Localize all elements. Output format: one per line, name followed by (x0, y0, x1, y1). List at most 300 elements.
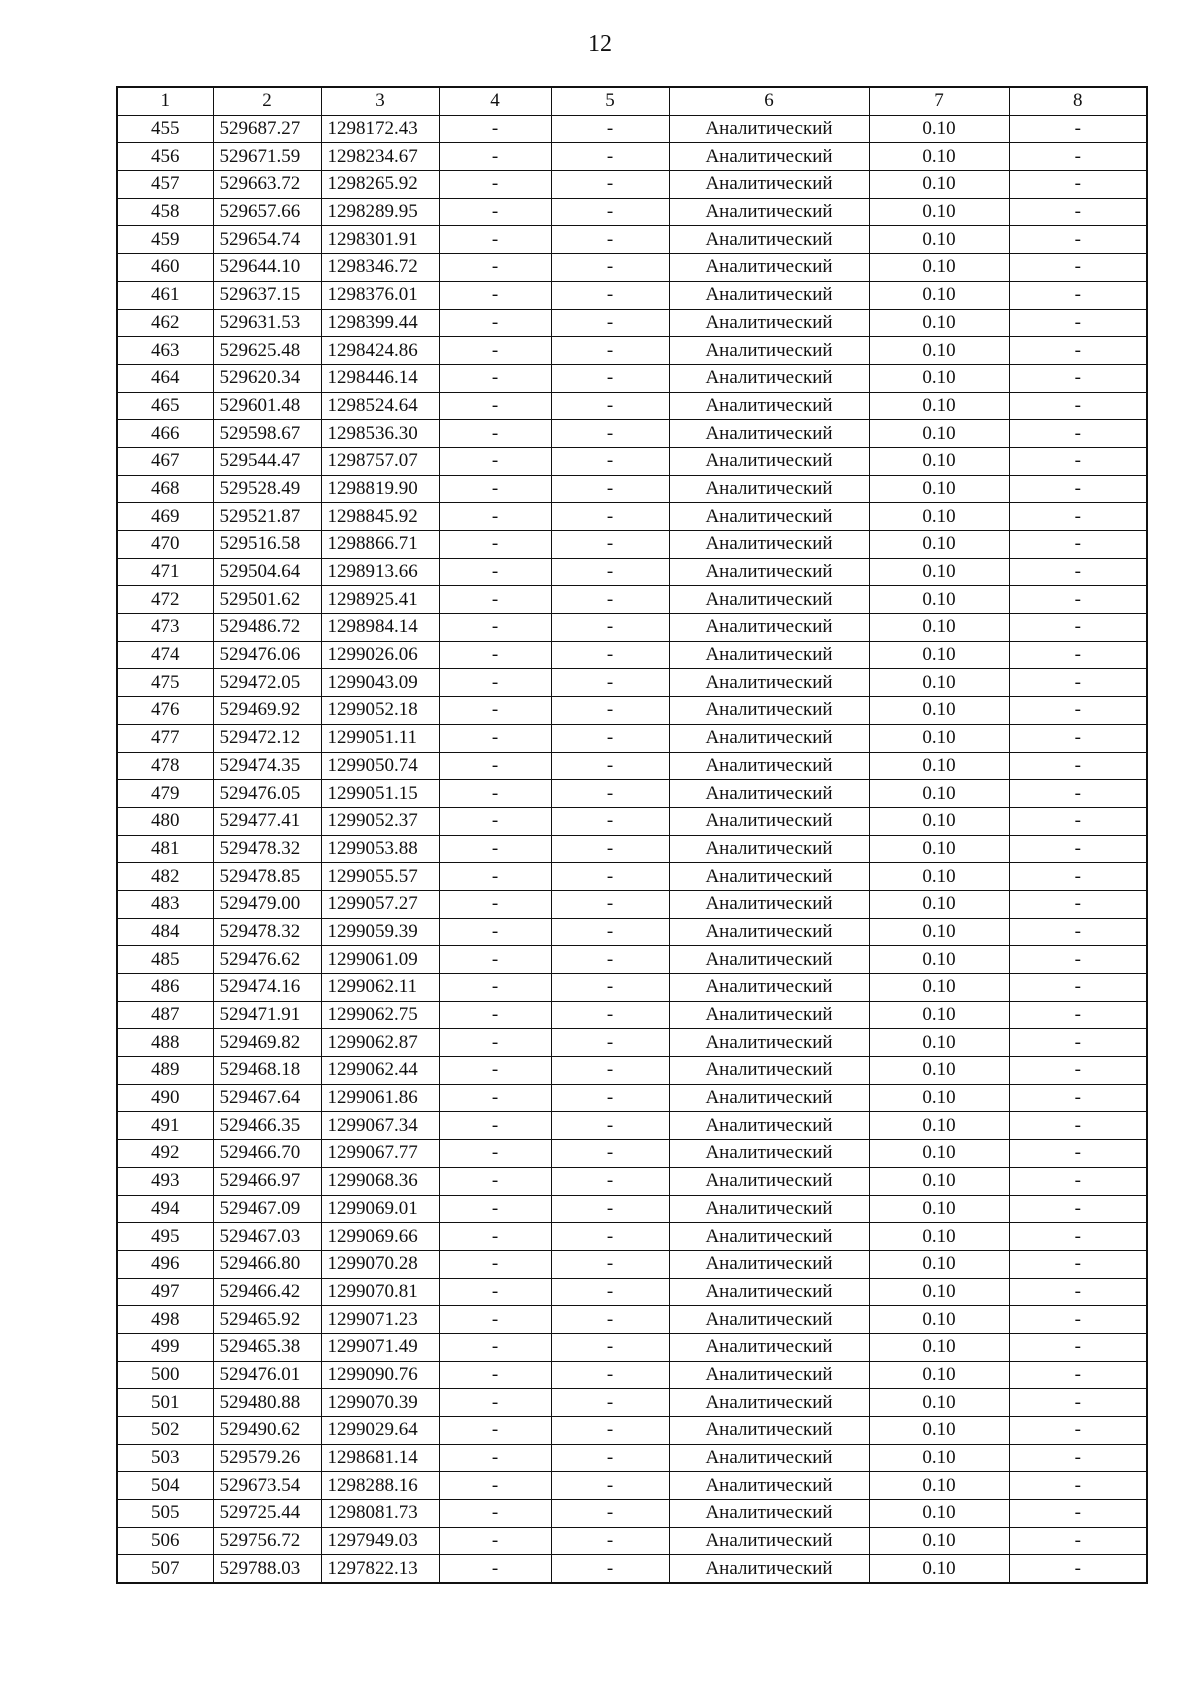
table-row (117, 531, 1147, 559)
point-number-cell: 486 (117, 974, 213, 1002)
column-5-cell: - (551, 281, 669, 309)
accuracy-cell: 0.10 (869, 558, 1009, 586)
table-row (117, 1306, 1147, 1334)
method-cell: Аналитический (669, 1472, 869, 1500)
column-5-cell: - (551, 1444, 669, 1472)
point-number-cell: 488 (117, 1029, 213, 1057)
table-row (117, 1112, 1147, 1140)
column-header-2: 2 (213, 87, 321, 115)
column-5-cell: - (551, 1500, 669, 1528)
method-cell: Аналитический (669, 1417, 869, 1445)
column-4-cell: - (439, 1250, 551, 1278)
method-cell: Аналитический (669, 1527, 869, 1555)
column-4-cell: - (439, 890, 551, 918)
method-cell: Аналитический (669, 198, 869, 226)
column-4-cell: - (439, 780, 551, 808)
y-coordinate-cell: 1299090.76 (321, 1361, 439, 1389)
column-4-cell: - (439, 420, 551, 448)
column-4-cell: - (439, 1140, 551, 1168)
table-row (117, 1001, 1147, 1029)
point-number-cell: 457 (117, 171, 213, 199)
method-cell: Аналитический (669, 115, 869, 143)
x-coordinate-cell: 529601.48 (213, 392, 321, 420)
point-number-cell: 456 (117, 143, 213, 171)
method-cell: Аналитический (669, 724, 869, 752)
column-8-cell: - (1009, 1389, 1147, 1417)
column-4-cell: - (439, 281, 551, 309)
column-4-cell: - (439, 171, 551, 199)
y-coordinate-cell: 1299053.88 (321, 835, 439, 863)
column-4-cell: - (439, 531, 551, 559)
x-coordinate-cell: 529476.62 (213, 946, 321, 974)
method-cell: Аналитический (669, 641, 869, 669)
column-5-cell: - (551, 171, 669, 199)
method-cell: Аналитический (669, 614, 869, 642)
method-cell: Аналитический (669, 1444, 869, 1472)
column-5-cell: - (551, 226, 669, 254)
point-number-cell: 466 (117, 420, 213, 448)
column-5-cell: - (551, 780, 669, 808)
accuracy-cell: 0.10 (869, 1417, 1009, 1445)
x-coordinate-cell: 529469.92 (213, 697, 321, 725)
point-number-cell: 468 (117, 475, 213, 503)
point-number-cell: 470 (117, 531, 213, 559)
point-number-cell: 458 (117, 198, 213, 226)
column-8-cell: - (1009, 752, 1147, 780)
column-8-cell: - (1009, 171, 1147, 199)
y-coordinate-cell: 1298399.44 (321, 309, 439, 337)
accuracy-cell: 0.10 (869, 1361, 1009, 1389)
accuracy-cell: 0.10 (869, 1472, 1009, 1500)
x-coordinate-cell: 529528.49 (213, 475, 321, 503)
method-cell: Аналитический (669, 254, 869, 282)
point-number-cell: 494 (117, 1195, 213, 1223)
x-coordinate-cell: 529657.66 (213, 198, 321, 226)
column-5-cell: - (551, 1057, 669, 1085)
x-coordinate-cell: 529478.32 (213, 835, 321, 863)
column-header-1: 1 (117, 87, 213, 115)
accuracy-cell: 0.10 (869, 807, 1009, 835)
column-4-cell: - (439, 1389, 551, 1417)
column-8-cell: - (1009, 1306, 1147, 1334)
column-5-cell: - (551, 1417, 669, 1445)
method-cell: Аналитический (669, 143, 869, 171)
y-coordinate-cell: 1299069.66 (321, 1223, 439, 1251)
table-row (117, 946, 1147, 974)
column-4-cell: - (439, 752, 551, 780)
accuracy-cell: 0.10 (869, 697, 1009, 725)
x-coordinate-cell: 529469.82 (213, 1029, 321, 1057)
y-coordinate-cell: 1298925.41 (321, 586, 439, 614)
point-number-cell: 505 (117, 1500, 213, 1528)
point-number-cell: 503 (117, 1444, 213, 1472)
x-coordinate-cell: 529501.62 (213, 586, 321, 614)
point-number-cell: 500 (117, 1361, 213, 1389)
method-cell: Аналитический (669, 1195, 869, 1223)
point-number-cell: 465 (117, 392, 213, 420)
column-5-cell: - (551, 1472, 669, 1500)
point-number-cell: 481 (117, 835, 213, 863)
method-cell: Аналитический (669, 697, 869, 725)
x-coordinate-cell: 529479.00 (213, 890, 321, 918)
column-4-cell: - (439, 558, 551, 586)
y-coordinate-cell: 1298234.67 (321, 143, 439, 171)
table-row (117, 1527, 1147, 1555)
accuracy-cell: 0.10 (869, 226, 1009, 254)
x-coordinate-cell: 529474.16 (213, 974, 321, 1002)
column-5-cell: - (551, 1223, 669, 1251)
point-number-cell: 480 (117, 807, 213, 835)
x-coordinate-cell: 529466.97 (213, 1167, 321, 1195)
column-4-cell: - (439, 309, 551, 337)
column-5-cell: - (551, 807, 669, 835)
table-row (117, 392, 1147, 420)
method-cell: Аналитический (669, 558, 869, 586)
method-cell: Аналитический (669, 918, 869, 946)
column-5-cell: - (551, 697, 669, 725)
table-row (117, 1417, 1147, 1445)
y-coordinate-cell: 1298524.64 (321, 392, 439, 420)
x-coordinate-cell: 529620.34 (213, 364, 321, 392)
table-row (117, 780, 1147, 808)
column-4-cell: - (439, 835, 551, 863)
y-coordinate-cell: 1299052.18 (321, 697, 439, 725)
method-cell: Аналитический (669, 226, 869, 254)
method-cell: Аналитический (669, 1084, 869, 1112)
x-coordinate-cell: 529671.59 (213, 143, 321, 171)
accuracy-cell: 0.10 (869, 586, 1009, 614)
accuracy-cell: 0.10 (869, 1112, 1009, 1140)
method-cell: Аналитический (669, 1112, 869, 1140)
method-cell: Аналитический (669, 1167, 869, 1195)
y-coordinate-cell: 1299070.81 (321, 1278, 439, 1306)
column-8-cell: - (1009, 1084, 1147, 1112)
y-coordinate-cell: 1298866.71 (321, 531, 439, 559)
accuracy-cell: 0.10 (869, 115, 1009, 143)
x-coordinate-cell: 529516.58 (213, 531, 321, 559)
y-coordinate-cell: 1298446.14 (321, 364, 439, 392)
column-4-cell: - (439, 392, 551, 420)
method-cell: Аналитический (669, 281, 869, 309)
column-8-cell: - (1009, 807, 1147, 835)
column-8-cell: - (1009, 364, 1147, 392)
accuracy-cell: 0.10 (869, 1001, 1009, 1029)
column-8-cell: - (1009, 946, 1147, 974)
point-number-cell: 479 (117, 780, 213, 808)
column-4-cell: - (439, 143, 551, 171)
method-cell: Аналитический (669, 1057, 869, 1085)
column-8-cell: - (1009, 115, 1147, 143)
point-number-cell: 497 (117, 1278, 213, 1306)
column-8-cell: - (1009, 697, 1147, 725)
point-number-cell: 487 (117, 1001, 213, 1029)
method-cell: Аналитический (669, 835, 869, 863)
point-number-cell: 484 (117, 918, 213, 946)
table-row (117, 115, 1147, 143)
column-5-cell: - (551, 1527, 669, 1555)
accuracy-cell: 0.10 (869, 1167, 1009, 1195)
column-5-cell: - (551, 1195, 669, 1223)
point-number-cell: 463 (117, 337, 213, 365)
column-4-cell: - (439, 1333, 551, 1361)
x-coordinate-cell: 529466.35 (213, 1112, 321, 1140)
y-coordinate-cell: 1299057.27 (321, 890, 439, 918)
table-row (117, 752, 1147, 780)
x-coordinate-cell: 529788.03 (213, 1555, 321, 1583)
column-8-cell: - (1009, 420, 1147, 448)
column-4-cell: - (439, 1472, 551, 1500)
column-4-cell: - (439, 254, 551, 282)
accuracy-cell: 0.10 (869, 641, 1009, 669)
point-number-cell: 475 (117, 669, 213, 697)
x-coordinate-cell: 529467.03 (213, 1223, 321, 1251)
point-number-cell: 491 (117, 1112, 213, 1140)
method-cell: Аналитический (669, 946, 869, 974)
accuracy-cell: 0.10 (869, 1223, 1009, 1251)
x-coordinate-cell: 529637.15 (213, 281, 321, 309)
column-8-cell: - (1009, 281, 1147, 309)
accuracy-cell: 0.10 (869, 364, 1009, 392)
method-cell: Аналитический (669, 171, 869, 199)
x-coordinate-cell: 529478.85 (213, 863, 321, 891)
table-header (117, 87, 1147, 115)
x-coordinate-cell: 529598.67 (213, 420, 321, 448)
y-coordinate-cell: 1298288.16 (321, 1472, 439, 1500)
x-coordinate-cell: 529476.05 (213, 780, 321, 808)
column-8-cell: - (1009, 531, 1147, 559)
point-number-cell: 473 (117, 614, 213, 642)
x-coordinate-cell: 529472.05 (213, 669, 321, 697)
column-5-cell: - (551, 254, 669, 282)
accuracy-cell: 0.10 (869, 143, 1009, 171)
column-4-cell: - (439, 115, 551, 143)
y-coordinate-cell: 1299026.06 (321, 641, 439, 669)
method-cell: Аналитический (669, 1029, 869, 1057)
column-5-cell: - (551, 835, 669, 863)
column-8-cell: - (1009, 586, 1147, 614)
method-cell: Аналитический (669, 475, 869, 503)
x-coordinate-cell: 529654.74 (213, 226, 321, 254)
table-row (117, 669, 1147, 697)
table-row (117, 614, 1147, 642)
column-4-cell: - (439, 918, 551, 946)
column-4-cell: - (439, 475, 551, 503)
column-5-cell: - (551, 475, 669, 503)
point-number-cell: 471 (117, 558, 213, 586)
table-row (117, 447, 1147, 475)
y-coordinate-cell: 1298265.92 (321, 171, 439, 199)
accuracy-cell: 0.10 (869, 890, 1009, 918)
accuracy-cell: 0.10 (869, 780, 1009, 808)
column-5-cell: - (551, 918, 669, 946)
point-number-cell: 492 (117, 1140, 213, 1168)
column-5-cell: - (551, 641, 669, 669)
y-coordinate-cell: 1299062.44 (321, 1057, 439, 1085)
y-coordinate-cell: 1299069.01 (321, 1195, 439, 1223)
y-coordinate-cell: 1299029.64 (321, 1417, 439, 1445)
method-cell: Аналитический (669, 503, 869, 531)
x-coordinate-cell: 529478.32 (213, 918, 321, 946)
column-5-cell: - (551, 1167, 669, 1195)
x-coordinate-cell: 529663.72 (213, 171, 321, 199)
y-coordinate-cell: 1298984.14 (321, 614, 439, 642)
column-8-cell: - (1009, 1500, 1147, 1528)
table-row (117, 918, 1147, 946)
column-5-cell: - (551, 420, 669, 448)
column-8-cell: - (1009, 503, 1147, 531)
y-coordinate-cell: 1298346.72 (321, 254, 439, 282)
column-header-8: 8 (1009, 87, 1147, 115)
column-4-cell: - (439, 1167, 551, 1195)
accuracy-cell: 0.10 (869, 1444, 1009, 1472)
column-8-cell: - (1009, 1029, 1147, 1057)
accuracy-cell: 0.10 (869, 309, 1009, 337)
x-coordinate-cell: 529480.88 (213, 1389, 321, 1417)
accuracy-cell: 0.10 (869, 1140, 1009, 1168)
accuracy-cell: 0.10 (869, 1306, 1009, 1334)
table-row (117, 281, 1147, 309)
table-row (117, 143, 1147, 171)
point-number-cell: 467 (117, 447, 213, 475)
column-8-cell: - (1009, 890, 1147, 918)
accuracy-cell: 0.10 (869, 669, 1009, 697)
accuracy-cell: 0.10 (869, 420, 1009, 448)
header-row (117, 87, 1147, 115)
accuracy-cell: 0.10 (869, 1500, 1009, 1528)
column-5-cell: - (551, 1306, 669, 1334)
point-number-cell: 472 (117, 586, 213, 614)
column-4-cell: - (439, 669, 551, 697)
column-4-cell: - (439, 503, 551, 531)
y-coordinate-cell: 1299052.37 (321, 807, 439, 835)
accuracy-cell: 0.10 (869, 974, 1009, 1002)
table-row (117, 807, 1147, 835)
column-5-cell: - (551, 531, 669, 559)
column-8-cell: - (1009, 1167, 1147, 1195)
y-coordinate-cell: 1299067.34 (321, 1112, 439, 1140)
method-cell: Аналитический (669, 337, 869, 365)
column-4-cell: - (439, 946, 551, 974)
method-cell: Аналитический (669, 364, 869, 392)
column-5-cell: - (551, 1112, 669, 1140)
point-number-cell: 477 (117, 724, 213, 752)
point-number-cell: 506 (117, 1527, 213, 1555)
method-cell: Аналитический (669, 890, 869, 918)
x-coordinate-cell: 529486.72 (213, 614, 321, 642)
method-cell: Аналитический (669, 752, 869, 780)
column-5-cell: - (551, 1361, 669, 1389)
table-row (117, 586, 1147, 614)
point-number-cell: 501 (117, 1389, 213, 1417)
y-coordinate-cell: 1299071.23 (321, 1306, 439, 1334)
method-cell: Аналитический (669, 669, 869, 697)
column-8-cell: - (1009, 1223, 1147, 1251)
x-coordinate-cell: 529474.35 (213, 752, 321, 780)
column-4-cell: - (439, 1306, 551, 1334)
accuracy-cell: 0.10 (869, 337, 1009, 365)
y-coordinate-cell: 1299043.09 (321, 669, 439, 697)
point-number-cell: 499 (117, 1333, 213, 1361)
column-8-cell: - (1009, 254, 1147, 282)
method-cell: Аналитический (669, 1001, 869, 1029)
column-5-cell: - (551, 586, 669, 614)
column-4-cell: - (439, 586, 551, 614)
accuracy-cell: 0.10 (869, 1029, 1009, 1057)
column-5-cell: - (551, 863, 669, 891)
table-row (117, 1140, 1147, 1168)
column-4-cell: - (439, 1112, 551, 1140)
column-5-cell: - (551, 1333, 669, 1361)
y-coordinate-cell: 1299067.77 (321, 1140, 439, 1168)
column-8-cell: - (1009, 780, 1147, 808)
point-number-cell: 504 (117, 1472, 213, 1500)
y-coordinate-cell: 1298376.01 (321, 281, 439, 309)
y-coordinate-cell: 1299062.87 (321, 1029, 439, 1057)
method-cell: Аналитический (669, 807, 869, 835)
y-coordinate-cell: 1299059.39 (321, 918, 439, 946)
column-4-cell: - (439, 447, 551, 475)
method-cell: Аналитический (669, 1361, 869, 1389)
column-4-cell: - (439, 364, 551, 392)
column-4-cell: - (439, 1555, 551, 1583)
table-row (117, 309, 1147, 337)
column-5-cell: - (551, 946, 669, 974)
column-4-cell: - (439, 1084, 551, 1112)
x-coordinate-cell: 529644.10 (213, 254, 321, 282)
column-8-cell: - (1009, 1361, 1147, 1389)
table-row (117, 1500, 1147, 1528)
y-coordinate-cell: 1299061.09 (321, 946, 439, 974)
table-row (117, 364, 1147, 392)
table-row (117, 558, 1147, 586)
x-coordinate-cell: 529687.27 (213, 115, 321, 143)
x-coordinate-cell: 529471.91 (213, 1001, 321, 1029)
y-coordinate-cell: 1299062.75 (321, 1001, 439, 1029)
table-row (117, 475, 1147, 503)
point-number-cell: 493 (117, 1167, 213, 1195)
column-8-cell: - (1009, 392, 1147, 420)
y-coordinate-cell: 1297822.13 (321, 1555, 439, 1583)
column-header-5: 5 (551, 87, 669, 115)
table-row (117, 254, 1147, 282)
column-5-cell: - (551, 115, 669, 143)
point-number-cell: 496 (117, 1250, 213, 1278)
column-8-cell: - (1009, 226, 1147, 254)
column-8-cell: - (1009, 974, 1147, 1002)
accuracy-cell: 0.10 (869, 1333, 1009, 1361)
column-header-3: 3 (321, 87, 439, 115)
point-number-cell: 455 (117, 115, 213, 143)
accuracy-cell: 0.10 (869, 1389, 1009, 1417)
column-5-cell: - (551, 752, 669, 780)
column-8-cell: - (1009, 475, 1147, 503)
x-coordinate-cell: 529472.12 (213, 724, 321, 752)
column-5-cell: - (551, 724, 669, 752)
x-coordinate-cell: 529625.48 (213, 337, 321, 365)
column-8-cell: - (1009, 447, 1147, 475)
accuracy-cell: 0.10 (869, 614, 1009, 642)
accuracy-cell: 0.10 (869, 447, 1009, 475)
accuracy-cell: 0.10 (869, 1057, 1009, 1085)
accuracy-cell: 0.10 (869, 392, 1009, 420)
method-cell: Аналитический (669, 974, 869, 1002)
point-number-cell: 507 (117, 1555, 213, 1583)
point-number-cell: 462 (117, 309, 213, 337)
method-cell: Аналитический (669, 392, 869, 420)
accuracy-cell: 0.10 (869, 254, 1009, 282)
x-coordinate-cell: 529579.26 (213, 1444, 321, 1472)
y-coordinate-cell: 1298289.95 (321, 198, 439, 226)
